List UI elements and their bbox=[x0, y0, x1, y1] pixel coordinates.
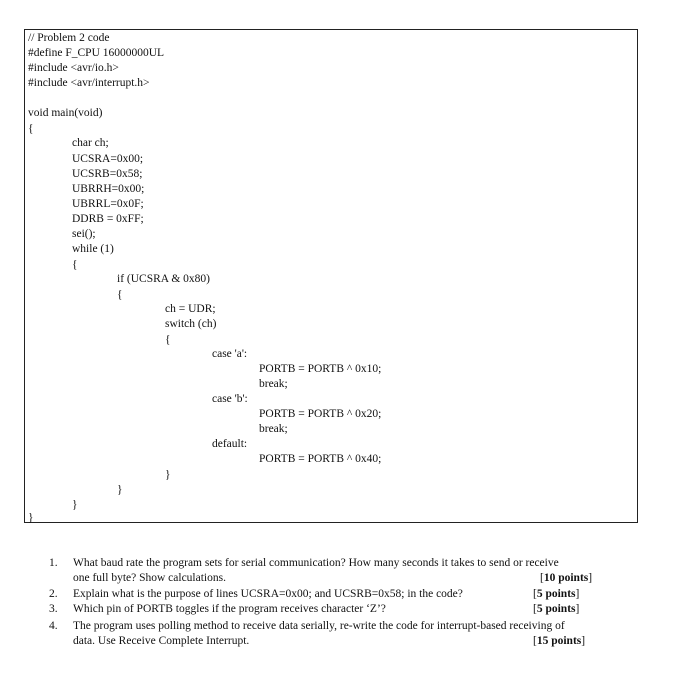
code-line: { bbox=[165, 334, 171, 346]
question-text-cont: data. Use Receive Complete Interrupt. bbox=[73, 635, 250, 647]
code-line: default: bbox=[212, 438, 248, 450]
question-points: [5 points] bbox=[533, 603, 580, 615]
code-line: // Problem 2 code bbox=[28, 32, 110, 44]
code-line: } bbox=[72, 499, 78, 511]
code-line: #include <avr/interrupt.h> bbox=[28, 77, 150, 89]
code-line: { bbox=[117, 289, 123, 301]
code-line: void main(void) bbox=[28, 107, 103, 119]
code-line: PORTB = PORTB ^ 0x20; bbox=[259, 408, 382, 420]
code-line: if (UCSRA & 0x80) bbox=[117, 273, 210, 285]
code-line: { bbox=[28, 123, 34, 135]
question-points: [5 points] bbox=[533, 588, 580, 600]
code-line: UCSRA=0x00; bbox=[72, 153, 144, 165]
question-points: [10 points] bbox=[540, 572, 593, 584]
question-text: Explain what is the purpose of lines UCSRA=0x00; and UCSRB=0x58; in the code? bbox=[73, 588, 463, 600]
code-line: case 'b': bbox=[212, 393, 248, 405]
question-text: Which pin of PORTB toggles if the program receives character ‘Z’? bbox=[73, 603, 386, 615]
code-line: PORTB = PORTB ^ 0x40; bbox=[259, 453, 382, 465]
question-number: 2. bbox=[49, 588, 58, 600]
code-line: } bbox=[165, 469, 171, 481]
question-number: 1. bbox=[49, 557, 58, 569]
code-line: sei(); bbox=[72, 228, 96, 240]
question-number: 3. bbox=[49, 603, 58, 615]
code-line: switch (ch) bbox=[165, 318, 217, 330]
code-listing-box bbox=[24, 29, 638, 523]
code-line: UBRRL=0x0F; bbox=[72, 198, 144, 210]
code-line: { bbox=[72, 259, 78, 271]
code-line: #include <avr/io.h> bbox=[28, 62, 119, 74]
code-line: case 'a': bbox=[212, 348, 248, 360]
question-text: What baud rate the program sets for serial communication? How many seconds it takes to send or receive bbox=[73, 557, 559, 569]
question-points: [15 points] bbox=[533, 635, 586, 647]
question-text: The program uses polling method to receive data serially, re-write the code for interrupt-based receiving of bbox=[73, 620, 565, 632]
code-line: } bbox=[28, 512, 34, 524]
code-line: PORTB = PORTB ^ 0x10; bbox=[259, 363, 382, 375]
code-line: } bbox=[117, 484, 123, 496]
code-line: char ch; bbox=[72, 137, 109, 149]
code-line: DDRB = 0xFF; bbox=[72, 213, 144, 225]
code-line: UCSRB=0x58; bbox=[72, 168, 143, 180]
code-line: while (1) bbox=[72, 243, 114, 255]
code-line: UBRRH=0x00; bbox=[72, 183, 145, 195]
code-line: #define F_CPU 16000000UL bbox=[28, 47, 165, 59]
code-line: break; bbox=[259, 423, 288, 435]
code-line: break; bbox=[259, 378, 288, 390]
question-number: 4. bbox=[49, 620, 58, 632]
question-text-cont: one full byte? Show calculations. bbox=[73, 572, 226, 584]
code-line: ch = UDR; bbox=[165, 303, 216, 315]
